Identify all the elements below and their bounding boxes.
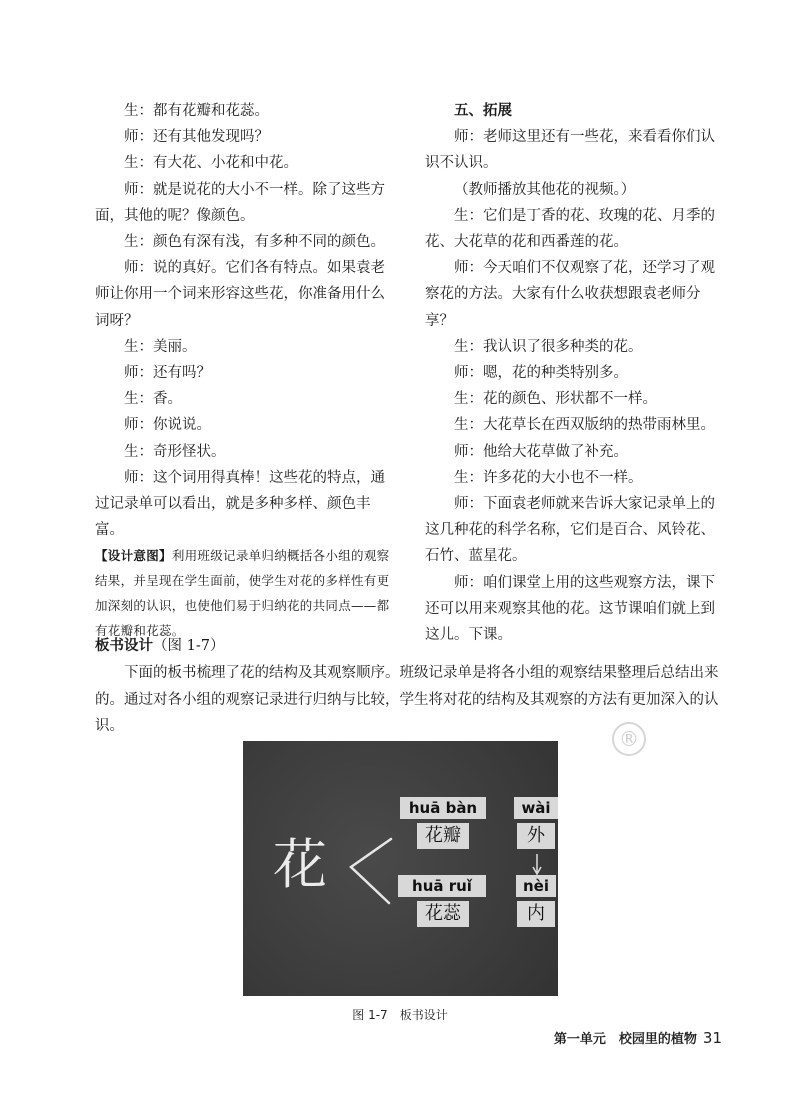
dialogue-line: 师：他给大花草做了补充。 xyxy=(454,443,628,460)
registered-watermark: ® xyxy=(612,722,646,756)
left-column xyxy=(95,98,395,643)
dialogue-line: 师：说的真好。它们各有特点。如果袁老师让你用一个词来形容这些花，你准备用什么词呀？ xyxy=(95,260,385,329)
dialogue-line: 生：都有花瓣和花蕊。 xyxy=(124,103,269,119)
wai-card: 外 xyxy=(517,823,555,849)
huaban-card: 花瓣 xyxy=(417,823,469,849)
dialogue-line: 师：你说说。 xyxy=(124,417,211,434)
dialogue-line: 生：奇形怪状。 xyxy=(124,443,226,460)
design-note xyxy=(95,543,395,643)
design-note-text: 利用班级记录单归纳概括各小组的观察结果，并呈现在学生面前，使学生对花的多样性有更加深刻的认识，也使他们易于归纳花的共同点——都有花瓣和花蕊。 xyxy=(95,548,390,639)
wai-pinyin-card: wài xyxy=(514,797,558,819)
design-note-label: 【设计意图】 xyxy=(95,548,172,564)
dialogue-line: 生：大花草长在西双版纳的热带雨林里。 xyxy=(454,417,715,434)
dialogue-line: 师：还有其他发现吗？ xyxy=(124,129,269,146)
dialogue-line: 师：下面袁老师就来告诉大家记录单上的这几种花的科学名称，它们是百合、风铃花、石竹、蓝星花。 xyxy=(425,496,715,565)
dialogue-line: 生：它们是丁香的花、玫瑰的花、月季的花、大花草的花和西番莲的花。 xyxy=(425,207,715,251)
chalk-drawing xyxy=(243,741,558,996)
dialogue-line: 师：这个词用得真棒！这些花的特点，通过记录单可以看出，就是多种多样、颜色丰富。 xyxy=(95,469,385,539)
section-intro: 下面的板书梳理了花的结构及其观察顺序。班级记录单是将各小组的观察结果整理后总结出来的。通过对各小组的观察记录进行归纳与比较，学生将对花的结构及其观察的方法有更加深入的认识。 xyxy=(95,665,719,734)
figure-caption: 图 1-7 板书设计 xyxy=(352,1008,448,1022)
dialogue-line: （教师播放其他花的视频。） xyxy=(454,181,636,198)
dialogue-line: 生：香。 xyxy=(124,391,182,408)
dialogue-line: 生：美丽。 xyxy=(124,338,197,355)
page-number: 31 xyxy=(702,1029,722,1047)
chalk-bracket xyxy=(351,839,391,903)
dialogue-line: 师：就是说花的大小不一样。除了这些方面，其他的呢？像颜色。 xyxy=(95,181,385,224)
dialogue-line: 生：有大花、小花和中花。 xyxy=(124,155,298,172)
huarui-card: 花蕊 xyxy=(417,901,469,927)
huarui-pinyin-card: huā ruǐ xyxy=(398,875,486,897)
dialogue-line: 生：颜色有深有浅，有多种不同的颜色。 xyxy=(124,234,385,251)
nei-pinyin-card: nèi xyxy=(516,875,556,897)
dialogue-line: 生：许多花的大小也不一样。 xyxy=(454,469,643,486)
figure-reference: （图 1-7） xyxy=(153,638,225,654)
huaban-pinyin-card: huā bàn xyxy=(400,797,486,819)
unit-title: 第一单元 校园里的植物 xyxy=(553,1032,697,1047)
section-title-text: 板书设计 xyxy=(95,638,153,654)
dialogue-line: 生：花的颜色、形状都不一样。 xyxy=(454,391,657,408)
right-column xyxy=(425,98,725,648)
chalk-main-char: 花 xyxy=(273,833,327,896)
dialogue-line: 师：咱们课堂上用的这些观察方法，课下还可以用来观察其他的花。这节课咱们就上到这儿。下课。 xyxy=(425,574,715,644)
dialogue-line: 师：今天咱们不仅观察了花，还学习了观察花的方法。大家有什么收获想跟袁老师分享？ xyxy=(425,260,715,329)
section-title xyxy=(95,634,224,655)
blackboard-photo xyxy=(243,741,558,996)
dialogue-line: 师：嗯，花的种类特别多。 xyxy=(454,365,628,382)
dialogue-line: 师：老师这里还有一些花，来看看你们认识不认识。 xyxy=(425,129,715,172)
page-footer xyxy=(554,1028,722,1047)
section-heading-extension: 五、拓展 xyxy=(454,103,512,119)
dialogue-line: 师：还有吗？ xyxy=(124,365,211,382)
nei-card: 内 xyxy=(517,901,555,927)
dialogue-line: 生：我认识了很多种类的花。 xyxy=(454,338,643,355)
